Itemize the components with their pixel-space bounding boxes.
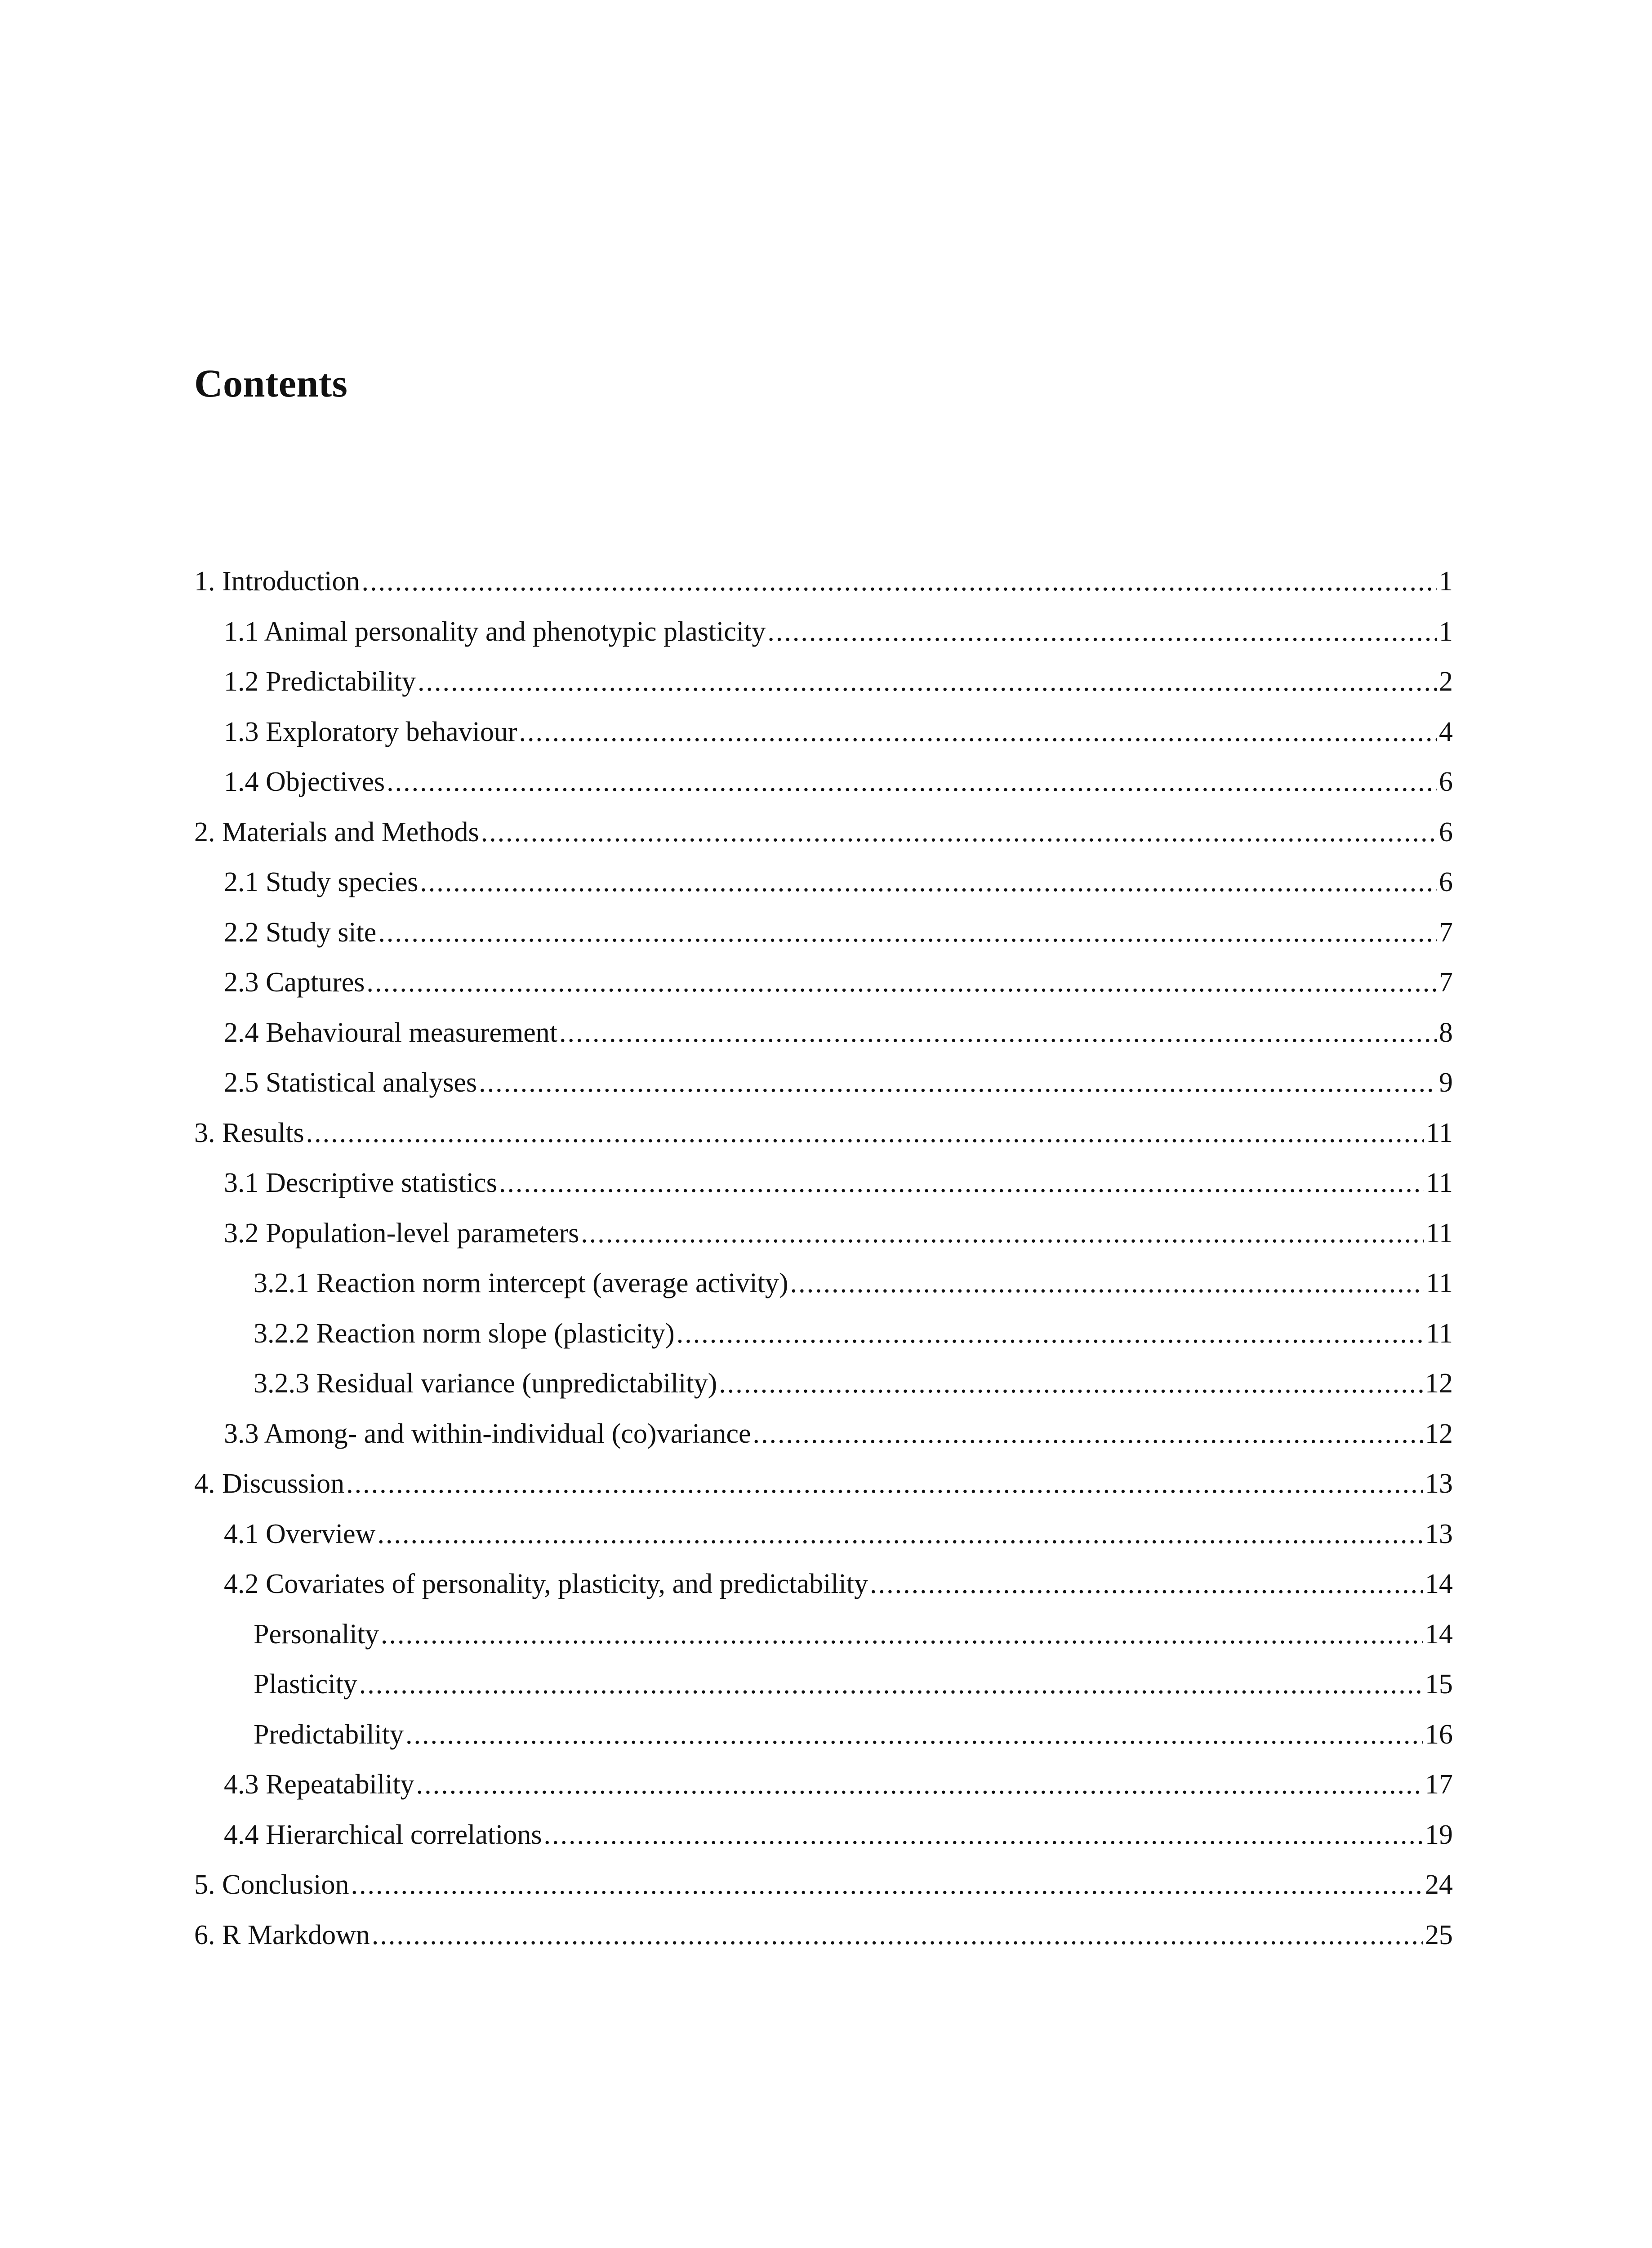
toc-entry-title: 2. Materials and Methods — [194, 818, 479, 847]
toc-entry-page-number: 15 — [1425, 1670, 1453, 1699]
toc-entry-page-number: 6 — [1439, 818, 1453, 847]
toc-entry-page-number: 13 — [1425, 1470, 1453, 1499]
toc-entry[interactable] — [194, 1119, 1453, 1169]
toc-dot-leader — [420, 868, 1437, 896]
toc-entry-page-number: 11 — [1426, 1319, 1453, 1349]
toc-entry[interactable] — [194, 1269, 1453, 1320]
toc-entry[interactable] — [194, 919, 1453, 969]
toc-entry-page-number: 17 — [1425, 1771, 1453, 1800]
toc-dot-leader — [387, 768, 1437, 796]
toc-entry[interactable] — [194, 818, 1453, 869]
toc-entry[interactable] — [194, 968, 1453, 1019]
toc-entry[interactable] — [194, 1871, 1453, 1921]
toc-dot-leader — [499, 1169, 1424, 1197]
toc-dot-leader — [351, 1871, 1423, 1899]
toc-dot-leader — [381, 1620, 1423, 1648]
toc-dot-leader — [767, 618, 1437, 646]
toc-entry[interactable] — [194, 1670, 1453, 1721]
toc-entry-title: 2.2 Study site — [224, 918, 377, 948]
toc-dot-leader — [362, 567, 1438, 595]
toc-entry[interactable] — [194, 1320, 1453, 1370]
toc-entry[interactable] — [194, 567, 1453, 618]
toc-entry-page-number: 1 — [1439, 617, 1453, 647]
toc-entry-page-number: 6 — [1439, 868, 1453, 897]
toc-entry-title: 3.2.2 Reaction norm slope (plasticity) — [254, 1319, 675, 1349]
toc-entry[interactable] — [194, 1420, 1453, 1470]
toc-entry[interactable] — [194, 1219, 1453, 1270]
toc-entry[interactable] — [194, 618, 1453, 668]
toc-entry[interactable] — [194, 1369, 1453, 1420]
toc-entry-title: 4. Discussion — [194, 1470, 345, 1499]
toc-entry-page-number: 24 — [1425, 1871, 1453, 1900]
toc-entry-title: 4.3 Repeatability — [224, 1771, 414, 1800]
toc-entry[interactable] — [194, 1169, 1453, 1219]
toc-dot-leader — [416, 1771, 1423, 1798]
toc-dot-leader — [719, 1369, 1423, 1397]
toc-dot-leader — [359, 1670, 1423, 1698]
toc-dot-leader — [544, 1821, 1424, 1849]
toc-entry[interactable] — [194, 1620, 1453, 1671]
toc-entry-title: 3.2.1 Reaction norm intercept (average activity) — [254, 1269, 788, 1298]
toc-entry-title: 4.2 Covariates of personality, plasticity, and predictability — [224, 1570, 868, 1599]
toc-entry-title: 5. Conclusion — [194, 1871, 349, 1900]
toc-dot-leader — [405, 1721, 1423, 1748]
toc-dot-leader — [790, 1269, 1425, 1297]
toc-entry-title: 2.4 Behavioural measurement — [224, 1018, 558, 1048]
toc-dot-leader — [753, 1420, 1423, 1448]
toc-dot-leader — [418, 668, 1437, 696]
contents-heading: Contents — [194, 362, 348, 406]
toc-entry[interactable] — [194, 1019, 1453, 1069]
toc-dot-leader — [366, 968, 1437, 996]
toc-entry-title: 1. Introduction — [194, 567, 360, 597]
toc-entry-title: 2.3 Captures — [224, 968, 365, 998]
toc-entry-page-number: 13 — [1425, 1520, 1453, 1549]
toc-entry-page-number: 25 — [1425, 1921, 1453, 1950]
toc-entry-page-number: 12 — [1425, 1419, 1453, 1449]
toc-entry[interactable] — [194, 718, 1453, 768]
toc-entry-title: Plasticity — [254, 1670, 357, 1699]
toc-entry-page-number: 11 — [1426, 1169, 1453, 1198]
toc-entry-page-number: 16 — [1425, 1720, 1453, 1750]
toc-entry-page-number: 2 — [1439, 668, 1453, 697]
toc-entry-page-number: 9 — [1439, 1069, 1453, 1098]
toc-dot-leader — [481, 818, 1437, 846]
toc-entry-title: 2.5 Statistical analyses — [224, 1069, 477, 1098]
toc-entry-page-number: 4 — [1439, 718, 1453, 747]
toc-entry[interactable] — [194, 868, 1453, 919]
toc-entry-page-number: 6 — [1439, 768, 1453, 797]
toc-entry-page-number: 11 — [1426, 1269, 1453, 1298]
toc-dot-leader — [581, 1219, 1424, 1247]
table-of-contents — [194, 567, 1453, 1971]
toc-entry-title: 3.1 Descriptive statistics — [224, 1169, 497, 1198]
toc-dot-leader — [306, 1119, 1425, 1147]
toc-entry[interactable] — [194, 1771, 1453, 1821]
toc-entry[interactable] — [194, 1721, 1453, 1771]
toc-dot-leader — [346, 1470, 1423, 1498]
toc-dot-leader — [377, 1520, 1423, 1548]
toc-entry-title: Predictability — [254, 1720, 404, 1750]
toc-entry-page-number: 1 — [1439, 567, 1453, 597]
toc-entry-title: 1.4 Objectives — [224, 768, 385, 797]
toc-entry-title: 4.1 Overview — [224, 1520, 376, 1549]
toc-entry[interactable] — [194, 768, 1453, 818]
toc-entry-page-number: 12 — [1425, 1369, 1453, 1399]
toc-entry-title: 1.1 Animal personality and phenotypic plasticity — [224, 617, 766, 647]
toc-entry-page-number: 7 — [1439, 918, 1453, 948]
toc-entry[interactable] — [194, 1821, 1453, 1871]
toc-dot-leader — [519, 718, 1437, 746]
toc-entry[interactable] — [194, 1921, 1453, 1971]
toc-dot-leader — [559, 1019, 1437, 1047]
toc-entry-title: 3. Results — [194, 1119, 304, 1148]
toc-entry-title: 1.3 Exploratory behaviour — [224, 718, 517, 747]
toc-entry-page-number: 19 — [1425, 1820, 1453, 1850]
toc-entry-title: 3.2 Population-level parameters — [224, 1219, 579, 1249]
toc-dot-leader — [677, 1320, 1425, 1347]
toc-entry[interactable] — [194, 1069, 1453, 1119]
toc-entry-page-number: 7 — [1439, 968, 1453, 998]
toc-entry[interactable] — [194, 1570, 1453, 1620]
toc-entry-page-number: 14 — [1425, 1620, 1453, 1650]
toc-entry-title: 3.2.3 Residual variance (unpredictability) — [254, 1369, 717, 1399]
toc-entry-title: 3.3 Among- and within-individual (co)variance — [224, 1419, 751, 1449]
toc-entry-page-number: 8 — [1439, 1018, 1453, 1048]
toc-dot-leader — [378, 919, 1437, 946]
toc-entry-title: Personality — [254, 1620, 379, 1650]
toc-entry-title: 6. R Markdown — [194, 1921, 370, 1950]
toc-dot-leader — [372, 1921, 1423, 1949]
toc-entry-title: 1.2 Predictability — [224, 668, 416, 697]
toc-dot-leader — [479, 1069, 1437, 1097]
toc-entry-title: 2.1 Study species — [224, 868, 419, 897]
toc-dot-leader — [870, 1570, 1423, 1598]
toc-entry-page-number: 11 — [1426, 1119, 1453, 1148]
toc-entry-title: 4.4 Hierarchical correlations — [224, 1820, 542, 1850]
toc-entry-page-number: 14 — [1425, 1570, 1453, 1599]
toc-entry[interactable] — [194, 668, 1453, 718]
toc-entry-page-number: 11 — [1426, 1219, 1453, 1249]
toc-entry[interactable] — [194, 1520, 1453, 1570]
toc-entry[interactable] — [194, 1470, 1453, 1520]
